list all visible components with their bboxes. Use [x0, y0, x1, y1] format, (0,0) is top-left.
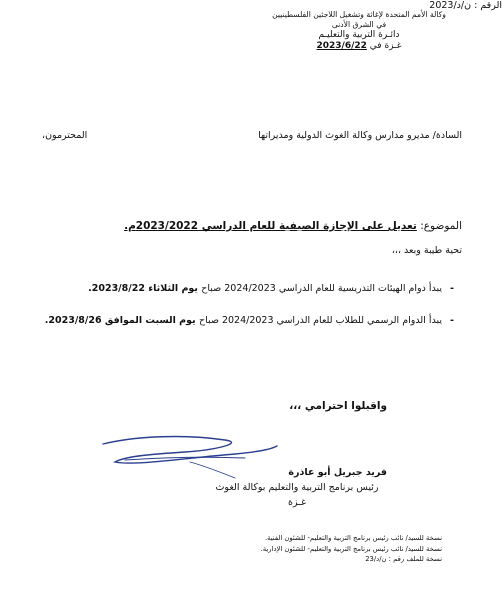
- date-prefix: غـزة في: [369, 41, 402, 51]
- list-item: [22, 283, 462, 294]
- signatory-city: غـزة: [288, 497, 306, 508]
- copy-line: نسخة للسيد/ نائب رئيس برنامج التربية والتعليم- للشئون الفنية.: [264, 534, 442, 542]
- copy-line: نسخة للسيد/ نائب رئيس برنامج التربية والتعليم- للشئون الإدارية.: [260, 544, 442, 553]
- subject-label: الموضوع:: [420, 220, 462, 232]
- reference-label: الرقم :: [474, 0, 502, 11]
- addressee-line: [42, 130, 462, 141]
- item-bold-text: يوم الثلاثاء 2023/8/22.: [88, 283, 202, 294]
- item-bold-text: يوم السبت الموافق 2023/8/26.: [44, 315, 199, 326]
- bullet-dash: -: [450, 315, 454, 326]
- copy-line: نسخة للملف رقم : ن/د/23: [365, 555, 442, 563]
- signatory-name: فريد جبريل أبو عاذرة: [288, 467, 387, 478]
- organization-header: [244, 10, 474, 52]
- subject-line: [42, 220, 462, 232]
- copies-list: [261, 533, 442, 565]
- org-name-line2: في الشرق الأدنى: [331, 20, 387, 29]
- greeting: تحية طيبة وبعد ،،،: [391, 245, 462, 256]
- closing-line: واقبلوا احترامي ،،،: [289, 400, 387, 412]
- reference-value: ن/د/2023: [429, 0, 472, 11]
- signature-scribble: [95, 432, 285, 484]
- org-name-line1: وكالة الأمم المتحدة لإغاثة وتشغيل اللاجئين الفلسطينيين: [272, 10, 446, 19]
- subject-text: تعديل على الإجازة الصيفية للعام الدراسي 2023/2022م.: [124, 220, 417, 232]
- bullet-dash: -: [450, 283, 454, 294]
- department-name: دائـرة التربية والتعليـم: [318, 30, 400, 40]
- list-item: [22, 315, 462, 326]
- addressee-to: السادة/ مديرو مدارس وكالة الغوث الدولية ومديراتها: [258, 130, 462, 141]
- item-text: يبدأ الدوام الرسمي للطلاب للعام الدراسي 2024/2023 صباح: [198, 315, 442, 326]
- addressee-honorific: المحترمون،: [42, 130, 88, 141]
- signatory-title: رئيس برنامج التربية والتعليم بوكالة الغوث: [215, 482, 379, 493]
- date-line: [244, 41, 474, 52]
- item-text: يبدأ دوام الهيئات التدريسية للعام الدراسي 2024/2023 صباح: [201, 283, 442, 294]
- date-value: 2023/6/22: [316, 41, 367, 51]
